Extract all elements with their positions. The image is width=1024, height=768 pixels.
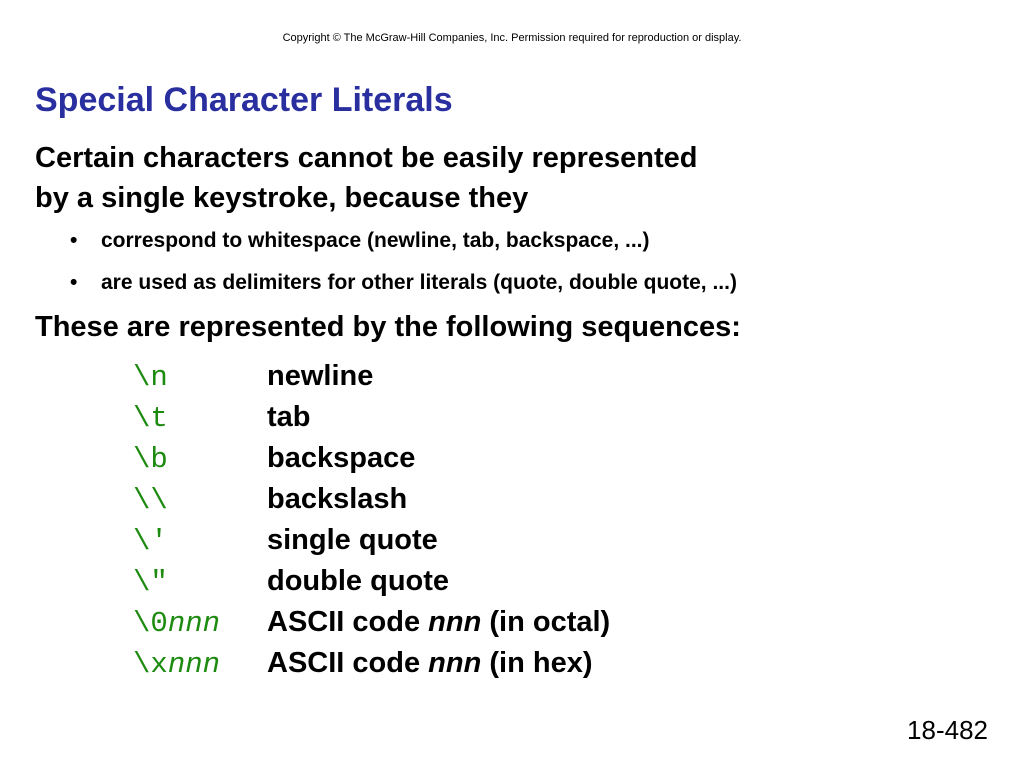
sequence-description: tab	[267, 401, 311, 433]
intro-line: Certain characters cannot be easily represented	[35, 142, 698, 174]
sequence-code-prefix: \x	[133, 648, 168, 681]
sequence-row	[133, 479, 610, 520]
sequence-desc-suffix: (in octal)	[481, 606, 611, 638]
slide-title: Special Character Literals	[35, 81, 453, 119]
sequence-code-prefix: \0	[133, 607, 168, 640]
page-number: 18-482	[907, 715, 988, 745]
sequence-desc-placeholder: nnn	[428, 647, 482, 679]
copyright-notice: Copyright © The McGraw-Hill Companies, Inc. Permission required for reproduction or display.	[282, 32, 742, 44]
sequence-description: backspace	[267, 442, 416, 474]
sequence-desc-prefix: ASCII code	[267, 647, 429, 679]
bullet-text: are used as delimiters for other literals (quote, double quote, ...)	[101, 271, 737, 294]
sequence-row	[133, 438, 610, 479]
sequence-code	[133, 603, 267, 644]
sequence-description	[267, 602, 610, 643]
sequence-code: \'	[133, 525, 168, 558]
sequence-description: newline	[267, 360, 374, 392]
sequence-description: double quote	[267, 565, 450, 597]
sequences-intro: These are represented by the following sequences:	[35, 311, 741, 343]
sequence-code: \n	[133, 361, 168, 394]
bullet-dot-icon: •	[70, 271, 78, 294]
bullet-item	[70, 226, 737, 268]
sequence-desc-prefix: ASCII code	[267, 606, 429, 638]
sequence-row	[133, 643, 610, 684]
bullet-dot-icon: •	[70, 229, 78, 252]
sequence-code-placeholder: nnn	[167, 648, 221, 681]
sequence-row	[133, 602, 610, 643]
sequence-row	[133, 520, 610, 561]
sequence-row	[133, 397, 610, 438]
intro-line: by a single keystroke, because they	[35, 182, 529, 214]
escape-sequence-table	[133, 356, 610, 684]
sequence-code-placeholder: nnn	[167, 607, 221, 640]
sequence-code	[133, 644, 267, 685]
sequence-desc-suffix: (in hex)	[481, 647, 593, 679]
intro-paragraph	[35, 138, 697, 218]
sequence-code: \t	[133, 402, 168, 435]
sequence-row	[133, 561, 610, 602]
bullet-item	[70, 268, 737, 310]
sequence-row	[133, 356, 610, 397]
bullet-text: correspond to whitespace (newline, tab, backspace, ...)	[101, 229, 650, 252]
sequence-code: \\	[133, 484, 168, 517]
bullet-list	[70, 226, 737, 310]
sequence-description	[267, 643, 592, 684]
sequence-code: \b	[133, 443, 168, 476]
sequence-description: backslash	[267, 483, 408, 515]
sequence-desc-placeholder: nnn	[428, 606, 482, 638]
sequence-description: single quote	[267, 524, 438, 556]
sequence-code: \"	[133, 566, 168, 599]
